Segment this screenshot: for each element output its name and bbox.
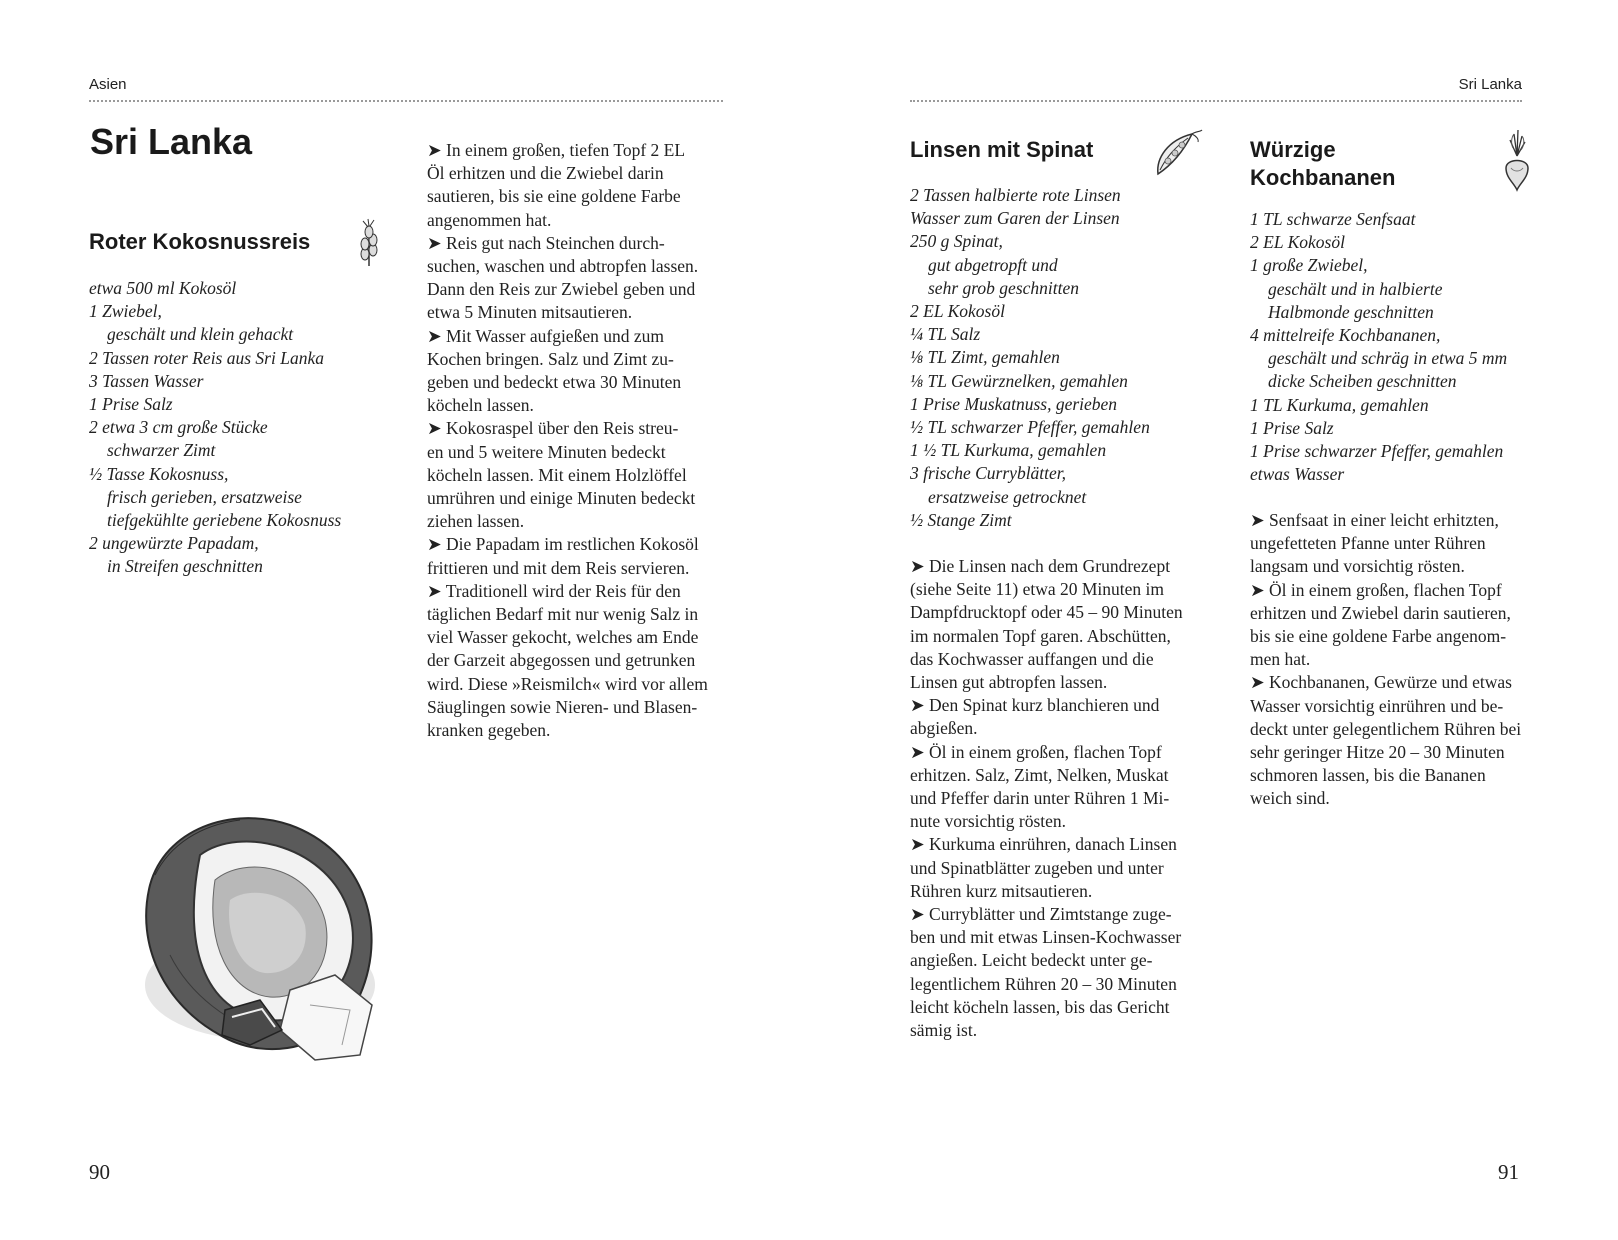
step-line: schmoren lassen, bis die Bananen [1250, 765, 1486, 786]
ingredient-line: frisch gerieben, ersatzweise [107, 486, 302, 507]
ingredient-line: 1 Prise Muskatnuss, gerieben [910, 393, 1118, 414]
step-line: ben und mit etwas Linsen-Kochwasser [910, 927, 1182, 948]
step-line: leicht köcheln lassen, bis das Gericht [910, 996, 1170, 1017]
ingredient-line: in Streifen geschnitten [107, 556, 263, 577]
step-line: ➤ Kurkuma einrühren, danach Linsen [910, 834, 1177, 855]
ingredient-line: geschält und schräg in etwa 5 mm [1268, 348, 1508, 369]
header-rule-left [89, 100, 723, 102]
step-line: umrühren und einige Minuten bedeckt [427, 488, 696, 509]
ingredient-line: ⅛ TL Zimt, gemahlen [910, 347, 1060, 368]
ingredient-line: etwa 500 ml Kokosöl [89, 278, 237, 298]
step-line: en und 5 weitere Minuten bedeckt [427, 441, 666, 462]
step-line: ➤ Öl in einem großen, flachen Topf [910, 741, 1162, 762]
step-line: etwa 5 Minuten mitsautieren. [427, 302, 633, 323]
ingredient-line: 1 ½ TL Kurkuma, gemahlen [910, 440, 1107, 461]
step-line: wird. Diese »Reismilch« wird vor allem [427, 673, 708, 694]
step-line: im normalen Topf garen. Abschütten, [910, 625, 1171, 646]
ingredient-line: gut abgetropft und [928, 254, 1058, 275]
steps-kokosnussreis [427, 139, 708, 742]
step-line: sämig ist. [910, 1020, 978, 1041]
step-line: nute vorsichtig rösten. [910, 811, 1067, 832]
ingredient-line: 1 Zwiebel, [89, 301, 162, 322]
step-line: suchen, waschen und abtropfen lassen. [427, 256, 699, 277]
ingredient-line: ersatzweise getrocknet [928, 486, 1087, 507]
step-line: kranken gegeben. [427, 720, 551, 741]
step-line: geben und bedeckt etwa 30 Minuten [427, 372, 682, 393]
running-head-left: Asien [89, 76, 127, 93]
ingredient-line: 2 Tassen roter Reis aus Sri Lanka [89, 347, 324, 368]
step-line: angießen. Leicht bedeckt unter ge- [910, 950, 1153, 971]
pea-pod-icon [1152, 128, 1204, 183]
step-line: (siehe Seite 11) etwa 20 Minuten im [910, 579, 1165, 600]
ingredient-list-kokosnussreis [89, 277, 341, 579]
ingredient-line: 1 große Zwiebel, [1250, 255, 1368, 276]
step-line: erhitzen. Salz, Zimt, Nelken, Muskat [910, 764, 1169, 785]
step-line: und Spinatblätter zugeben und unter [910, 857, 1164, 878]
ingredient-line: dicke Scheiben geschnitten [1268, 371, 1457, 392]
step-line: ➤ Kochbananen, Gewürze und etwas [1250, 672, 1512, 693]
step-line: angenommen hat. [427, 209, 552, 230]
step-line: abgießen. [910, 718, 978, 739]
ingredient-line: Halbmonde geschnitten [1268, 301, 1434, 322]
step-line: ➤ Reis gut nach Steinchen durch- [427, 232, 665, 253]
ingredient-line: 1 TL Kurkuma, gemahlen [1250, 394, 1429, 415]
page-number-right: 91 [1498, 1160, 1519, 1184]
step-line: ziehen lassen. [427, 511, 525, 532]
ingredient-line: geschält und klein gehackt [107, 324, 294, 345]
step-line: ➤ Senfsaat in einer leicht erhitzten, [1250, 510, 1499, 530]
step-line: sautieren, bis sie eine goldene Farbe [427, 186, 681, 207]
step-line: und Pfeffer darin unter Rühren 1 Mi- [910, 788, 1170, 809]
recipe-title-kochbananen [1250, 136, 1395, 192]
ingredient-line: etwas Wasser [1250, 464, 1345, 485]
step-line: Dann den Reis zur Zwiebel geben und [427, 279, 696, 300]
recipe-title-linsen: Linsen mit Spinat [910, 137, 1094, 162]
step-line: erhitzen und Zwiebel darin sautieren, [1250, 602, 1511, 623]
step-line: ungefetteten Pfanne unter Rühren [1250, 533, 1486, 554]
ingredient-line: ⅛ TL Gewürznelken, gemahlen [910, 370, 1128, 391]
step-line: Dampfdrucktopf oder 45 – 90 Minuten [910, 602, 1183, 623]
ingredient-line: sehr grob geschnitten [928, 277, 1079, 298]
step-line: Kochen bringen. Salz und Zimt zu- [427, 348, 674, 369]
chapter-title: Sri Lanka [90, 121, 253, 162]
grain-ear-icon [356, 218, 382, 273]
ingredient-line: 1 Prise schwarzer Pfeffer, gemahlen [1250, 441, 1504, 462]
step-line: men hat. [1250, 649, 1311, 670]
ingredient-list-linsen [910, 184, 1150, 532]
ingredient-line: 1 TL schwarze Senfsaat [1250, 209, 1416, 229]
step-line: täglichen Bedarf mit nur wenig Salz in [427, 604, 699, 625]
recipe-title-kochbananen-line-2: Kochbananen [1250, 165, 1396, 190]
recipe-title-kokosnussreis: Roter Kokosnussreis [89, 229, 311, 254]
step-line: ➤ Mit Wasser aufgießen und zum [427, 325, 664, 346]
step-line: köcheln lassen. [427, 395, 534, 416]
step-line: ➤ Curryblätter und Zimtstange zuge- [910, 904, 1172, 925]
ingredient-line: 3 Tassen Wasser [89, 370, 204, 391]
step-line: bis sie eine goldene Farbe angenom- [1250, 626, 1507, 647]
ingredient-line: 2 Tassen halbierte rote Linsen [910, 185, 1121, 205]
step-line: sehr geringer Hitze 20 – 30 Minuten [1250, 742, 1505, 763]
recipe-title-kochbananen-line-1: Würzige [1250, 137, 1336, 162]
step-line: weich sind. [1250, 788, 1330, 809]
step-line: Wasser vorsichtig einrühren und be- [1250, 695, 1504, 716]
ingredient-line: 2 EL Kokosöl [1250, 232, 1345, 253]
step-line: legentlichem Rühren 20 – 30 Minuten [910, 973, 1177, 994]
step-line: Rühren kurz mitsautieren. [910, 880, 1093, 901]
step-line: ➤ Öl in einem großen, flachen Topf [1250, 579, 1502, 600]
step-line: Linsen gut abtropfen lassen. [910, 672, 1108, 693]
step-line: Säuglingen sowie Nieren- und Blasen- [427, 696, 698, 717]
step-line: ➤ Traditionell wird der Reis für den [427, 580, 681, 601]
ingredient-line: 1 Prise Salz [89, 394, 173, 415]
ingredient-line: 250 g Spinat, [910, 231, 1003, 252]
step-line: viel Wasser gekocht, welches am Ende [427, 627, 699, 648]
steps-kochbananen [1250, 509, 1521, 811]
step-line: ➤ Die Papadam im restlichen Kokosöl [427, 534, 699, 555]
page-number-left: 90 [89, 1160, 110, 1184]
running-head-right: Sri Lanka [1458, 76, 1522, 93]
ingredient-line: 3 frische Curryblätter, [910, 463, 1067, 484]
ingredient-line: 4 mittelreife Kochbananen, [1250, 325, 1441, 346]
step-line: köcheln lassen. Mit einem Holzlöffel [427, 464, 687, 485]
ingredient-line: ¼ TL Salz [910, 324, 981, 345]
header-rule-right [910, 100, 1522, 102]
step-line: ➤ Den Spinat kurz blanchieren und [910, 695, 1160, 716]
ingredient-line: ½ Stange Zimt [910, 509, 1012, 530]
ingredient-line: geschält und in halbierte [1268, 278, 1443, 299]
coconut-illustration [110, 805, 410, 1090]
step-line: Öl erhitzen und die Zwiebel darin [427, 163, 664, 184]
ingredient-line: tiefgekühlte geriebene Kokosnuss [107, 510, 342, 531]
step-line: der Garzeit abgegossen und getrunken [427, 650, 696, 671]
step-line: das Kochwasser auffangen und die [910, 648, 1154, 669]
ingredient-line: 2 EL Kokosöl [910, 301, 1005, 322]
ingredient-line: schwarzer Zimt [107, 440, 216, 461]
ingredient-line: 1 Prise Salz [1250, 417, 1334, 438]
step-line: ➤ In einem großen, tiefen Topf 2 EL [427, 140, 686, 160]
beet-root-icon [1502, 128, 1532, 197]
step-line: frittieren und mit dem Reis servieren. [427, 557, 690, 578]
steps-linsen [910, 555, 1183, 1042]
ingredient-line: Wasser zum Garen der Linsen [910, 208, 1120, 229]
ingredient-line: ½ Tasse Kokosnuss, [89, 463, 229, 484]
step-line: ➤ Kokosraspel über den Reis streu- [427, 418, 679, 439]
ingredient-list-kochbananen [1250, 208, 1507, 486]
step-line: deckt unter gelegentlichem Rühren bei [1250, 718, 1522, 739]
ingredient-line: ½ TL schwarzer Pfeffer, gemahlen [910, 417, 1150, 438]
ingredient-line: 2 etwa 3 cm große Stücke [89, 417, 268, 438]
ingredient-line: 2 ungewürzte Papadam, [89, 533, 259, 554]
step-line: ➤ Die Linsen nach dem Grundrezept [910, 556, 1171, 576]
step-line: langsam und vorsichtig rösten. [1250, 556, 1465, 577]
